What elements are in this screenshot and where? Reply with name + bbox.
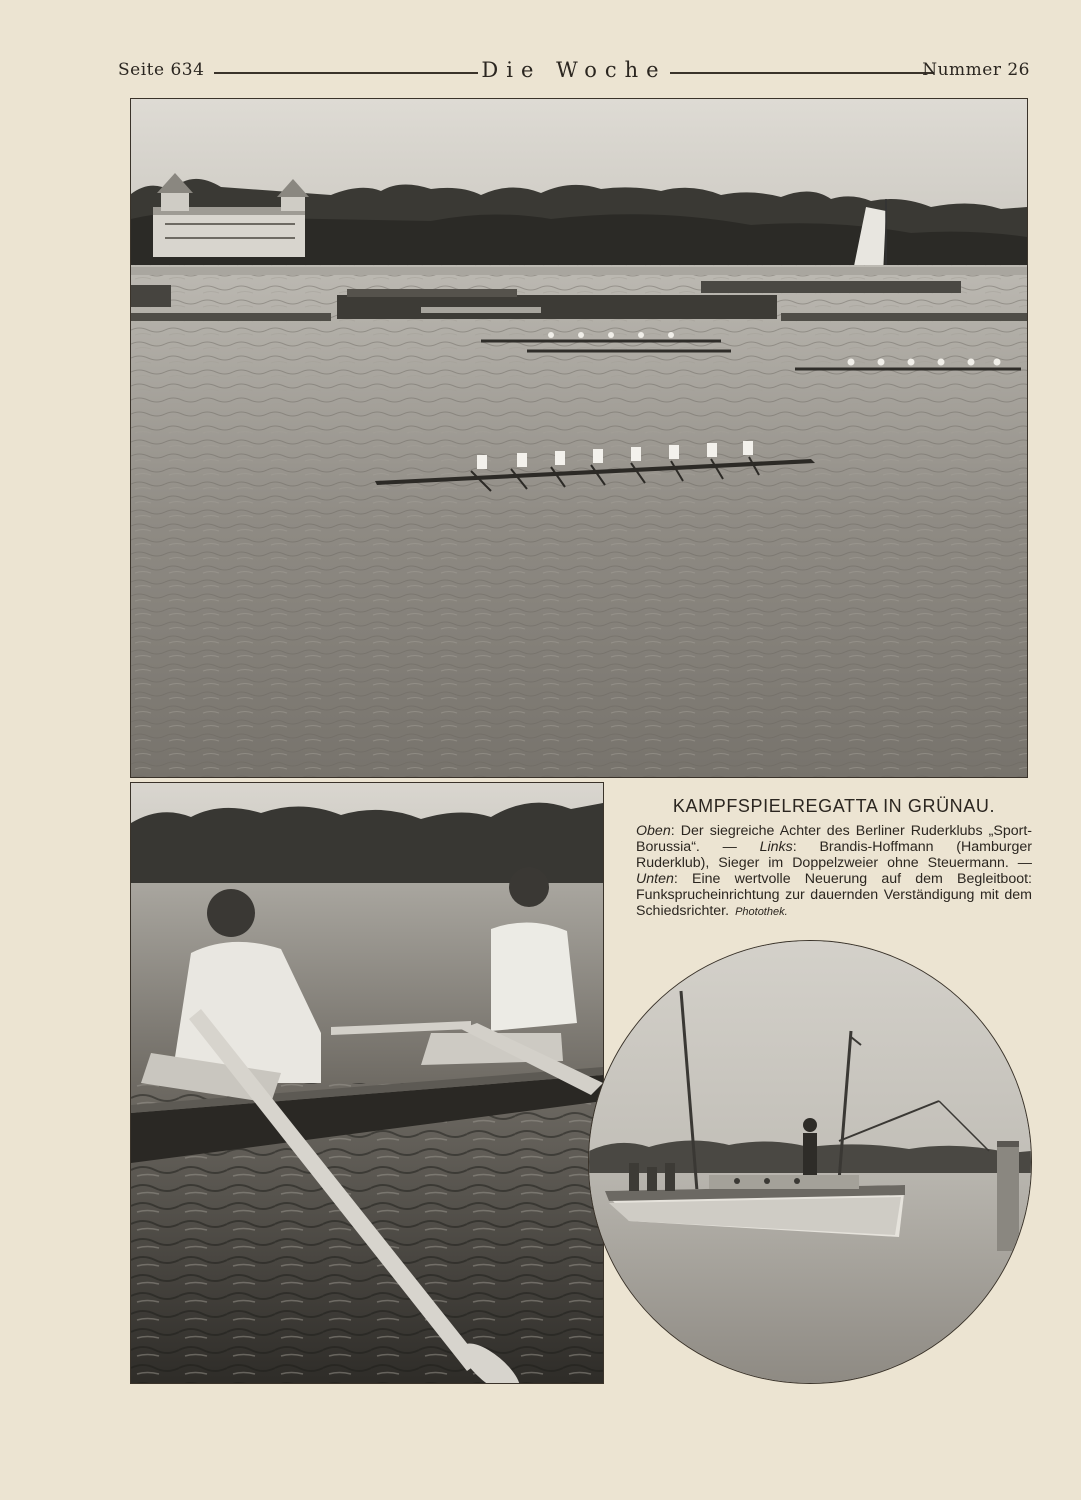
issue-number: Nummer 26 (922, 60, 1030, 80)
caption-label-links: Links (759, 839, 793, 855)
caption-text (636, 823, 1032, 920)
caption-text-unten: : Eine wertvolle Neuerung auf dem Begleitboot: Funksprucheinrichtung zur dauernden Verständigung mit dem Schiedsrichter. (636, 871, 1032, 919)
caption-text-links: : Brandis-Hoffmann (Hamburger Ruderklub), Sieger im Doppelzweier ohne Steuermann. — (636, 839, 1032, 871)
photo-credit: Photothek. (735, 906, 788, 918)
photo-double-sculls (130, 782, 604, 1384)
caption-text-oben: : Der siegreiche Achter des Berliner Ruderklubs „Sport-Borussia“. — (636, 823, 1032, 855)
photo-escort-boat-radio (588, 940, 1032, 1384)
page-header (118, 58, 1030, 86)
magazine-title: Die Woche (481, 58, 667, 82)
caption-label-unten: Unten (636, 871, 674, 887)
photo-regatta-eight (130, 98, 1028, 778)
caption-block (636, 796, 1032, 920)
page-number: Seite 634 (118, 60, 205, 80)
header-rule-right (670, 72, 934, 74)
caption-title: KAMPFSPIELREGATTA IN GRÜNAU. (672, 796, 996, 816)
caption-label-oben: Oben (636, 823, 671, 839)
